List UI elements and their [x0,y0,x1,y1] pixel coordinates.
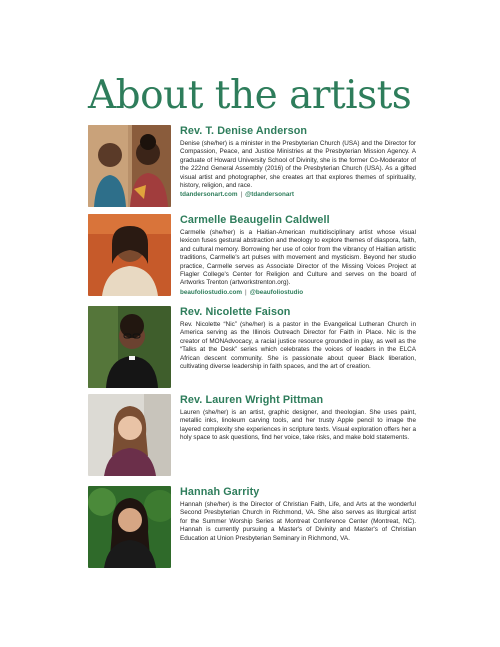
artist-photo-anderson [88,125,171,207]
website-link[interactable]: tdandersonart.com [180,191,238,199]
artist-info-faison [180,306,416,371]
artist-links [180,289,416,297]
artist-info-garrity [180,486,416,543]
artist-name: Rev. Lauren Wright Pittman [180,394,324,406]
artist-info-caldwell [180,214,416,297]
social-handle-link[interactable]: @beaufoliostudio [249,288,304,296]
artist-photo-pittman [88,394,171,476]
artist-links [180,191,416,199]
artist-bio: Rev. Nicolette “Nic” (she/her) is a pastor in the Evangelical Lutheran Church in America serving as the Illinois Outreach Director for Faith in Place. Nic is the creator of MONAdvocacy, a racial justice resource grounded in play, as well as the “Talks at the Desk” series which celebrates the voices of leaders in the ELCA African descent community. She is passionate about queer Black liberation, cultivating diverse leadership in faith spaces, and the art of creation. [180,321,416,371]
artist-bio: Hannah (she/her) is the Director of Christian Faith, Life, and Arts at the wonderful Second Presbyterian Church in Richmond, VA. She also serves as liturgical artist for the Summer Worship Series at Montreat Conference Center (Montreat, NC). Hannah is currently pursuing a Master's of Divinity and Master's of Christian Education at Union Presbyterian Seminary in Richmond, VA. [180,501,416,542]
link-separator: | [245,288,247,296]
link-separator: | [240,191,243,199]
artist-name: Rev. T. Denise Anderson [180,125,308,137]
artist-info-pittman [180,394,416,443]
page-title: About the artists [88,73,412,118]
artist-photo-faison [88,306,171,388]
artist-bio: Denise (she/her) is a minister in the Presbyterian Church (USA) and the Director for Compassion, Peace, and Justice Ministries at the Presbyterian Mission Agency. A graduate of Howard University School of Divinity, she is the former Co-Moderator of the 222nd General Assembly (2016) of the Presbyterian Church (USA). As a gifted visual artist and photographer, she creates art that explores themes of spirituality, history, religion, and race. [180,140,416,190]
artist-name: Carmelle Beaugelin Caldwell [180,214,330,226]
artist-photo-garrity [88,486,171,568]
social-handle-link[interactable]: @tdandersonart [245,191,294,199]
artist-bio: Lauren (she/her) is an artist, graphic designer, and theologian. She uses paint, metallic inks, linoleum carving tools, and her trusty Apple pencil to image the layered complexity she experiences in scripture texts. Visual exploration offers her a holy space to ask questions, find her voice, take risks, and make bold statements. [180,409,416,442]
artist-name: Rev. Nicolette Faison [180,306,291,318]
artist-bio: Carmelle (she/her) is a Haitian-American multidisciplinary artist whose visual lexicon fuses gestural abstraction and theology to explore themes of diaspora, faith, and cultural memory. Borrowing her use of color from the vibrancy of Haitian artistic traditions, Carmelle's art pulses with movement and mysticism. Beyond her studio practice, Carmelle serves as Associate Director of the Missing Voices Project at Flagler College's Center for Religion and Culture and serves on the board of Artworks Trenton (artworkstrenton.org). [180,229,416,287]
artist-name: Hannah Garrity [180,486,260,498]
artist-photo-caldwell [88,214,171,296]
artist-info-anderson [180,125,416,200]
website-link[interactable]: beaufoliostudio.com [180,288,243,296]
